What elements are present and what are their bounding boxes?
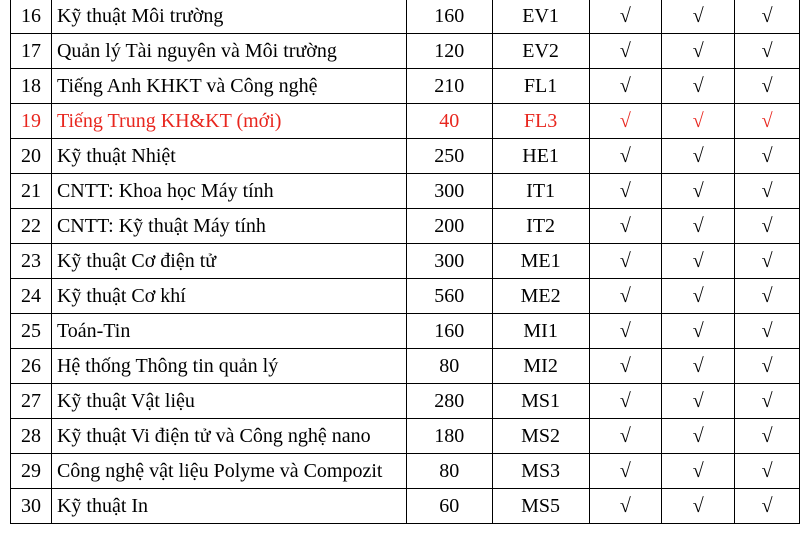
program-name-cell: CNTT: Khoa học Máy tính [51,174,406,209]
check-mark-cell: √ [735,489,800,524]
check-mark-cell: √ [662,69,735,104]
table-body [11,0,800,524]
check-mark-cell: √ [589,454,662,489]
check-mark-cell: √ [662,489,735,524]
check-mark-cell: √ [662,139,735,174]
check-mark-cell: √ [589,104,662,139]
check-mark-cell: √ [589,34,662,69]
row-number-cell: 23 [11,244,52,279]
check-mark-cell: √ [662,209,735,244]
quota-cell: 300 [406,244,492,279]
quota-cell: 160 [406,0,492,34]
check-mark-cell: √ [589,349,662,384]
program-code-cell: HE1 [492,139,589,174]
check-mark-cell: √ [589,279,662,314]
check-mark-cell: √ [735,314,800,349]
program-code-cell: MS1 [492,384,589,419]
check-mark-cell: √ [589,139,662,174]
quota-cell: 560 [406,279,492,314]
table-row [11,174,800,209]
row-number-cell: 22 [11,209,52,244]
table-row [11,209,800,244]
program-code-cell: MI2 [492,349,589,384]
table-row [11,244,800,279]
table-row [11,454,800,489]
program-name-cell: Công nghệ vật liệu Polyme và Compozit [51,454,406,489]
check-mark-cell: √ [735,384,800,419]
program-name-cell: Tiếng Anh KHKT và Công nghệ [51,69,406,104]
check-mark-cell: √ [589,419,662,454]
program-code-cell: MS2 [492,419,589,454]
row-number-cell: 30 [11,489,52,524]
program-name-cell: CNTT: Kỹ thuật Máy tính [51,209,406,244]
check-mark-cell: √ [662,174,735,209]
quota-cell: 40 [406,104,492,139]
row-number-cell: 19 [11,104,52,139]
quota-cell: 80 [406,454,492,489]
program-code-cell: FL3 [492,104,589,139]
check-mark-cell: √ [735,209,800,244]
program-name-cell: Kỹ thuật Cơ điện tử [51,244,406,279]
row-number-cell: 27 [11,384,52,419]
table-row [11,419,800,454]
program-code-cell: ME2 [492,279,589,314]
program-name-cell: Tiếng Trung KH&KT (mới) [51,104,406,139]
check-mark-cell: √ [589,384,662,419]
check-mark-cell: √ [662,244,735,279]
program-name-cell: Toán-Tin [51,314,406,349]
quota-cell: 200 [406,209,492,244]
check-mark-cell: √ [589,314,662,349]
check-mark-cell: √ [735,34,800,69]
check-mark-cell: √ [735,244,800,279]
quota-cell: 80 [406,349,492,384]
program-code-cell: ME1 [492,244,589,279]
check-mark-cell: √ [662,349,735,384]
row-number-cell: 18 [11,69,52,104]
check-mark-cell: √ [589,244,662,279]
row-number-cell: 29 [11,454,52,489]
table-row [11,139,800,174]
check-mark-cell: √ [662,314,735,349]
quota-cell: 120 [406,34,492,69]
table-row [11,104,800,139]
check-mark-cell: √ [662,34,735,69]
table-row [11,384,800,419]
check-mark-cell: √ [662,384,735,419]
table-row [11,489,800,524]
check-mark-cell: √ [662,454,735,489]
row-number-cell: 17 [11,34,52,69]
check-mark-cell: √ [662,419,735,454]
quota-cell: 300 [406,174,492,209]
quota-cell: 280 [406,384,492,419]
program-name-cell: Kỹ thuật Cơ khí [51,279,406,314]
check-mark-cell: √ [735,0,800,34]
program-name-cell: Kỹ thuật Nhiệt [51,139,406,174]
check-mark-cell: √ [735,419,800,454]
quota-cell: 250 [406,139,492,174]
quota-cell: 210 [406,69,492,104]
check-mark-cell: √ [735,69,800,104]
program-code-cell: FL1 [492,69,589,104]
check-mark-cell: √ [589,209,662,244]
check-mark-cell: √ [589,489,662,524]
check-mark-cell: √ [589,69,662,104]
row-number-cell: 24 [11,279,52,314]
program-code-cell: IT2 [492,209,589,244]
program-code-cell: EV1 [492,0,589,34]
row-number-cell: 26 [11,349,52,384]
program-name-cell: Kỹ thuật Môi trường [51,0,406,34]
check-mark-cell: √ [735,349,800,384]
check-mark-cell: √ [735,279,800,314]
check-mark-cell: √ [662,104,735,139]
program-table [10,0,800,524]
program-code-cell: IT1 [492,174,589,209]
quota-cell: 180 [406,419,492,454]
table-row [11,349,800,384]
check-mark-cell: √ [589,0,662,34]
row-number-cell: 28 [11,419,52,454]
program-name-cell: Kỹ thuật Vi điện tử và Công nghệ nano [51,419,406,454]
row-number-cell: 16 [11,0,52,34]
row-number-cell: 20 [11,139,52,174]
program-name-cell: Kỹ thuật In [51,489,406,524]
quota-cell: 160 [406,314,492,349]
table-row [11,279,800,314]
row-number-cell: 21 [11,174,52,209]
check-mark-cell: √ [735,139,800,174]
program-name-cell: Hệ thống Thông tin quản lý [51,349,406,384]
check-mark-cell: √ [735,104,800,139]
table-row [11,0,800,34]
program-name-cell: Quản lý Tài nguyên và Môi trường [51,34,406,69]
check-mark-cell: √ [589,174,662,209]
row-number-cell: 25 [11,314,52,349]
program-code-cell: MI1 [492,314,589,349]
table-row [11,314,800,349]
table-row [11,34,800,69]
program-code-cell: EV2 [492,34,589,69]
check-mark-cell: √ [662,0,735,34]
check-mark-cell: √ [735,174,800,209]
quota-cell: 60 [406,489,492,524]
program-code-cell: MS5 [492,489,589,524]
table-row [11,69,800,104]
check-mark-cell: √ [735,454,800,489]
program-code-cell: MS3 [492,454,589,489]
check-mark-cell: √ [662,279,735,314]
program-name-cell: Kỹ thuật Vật liệu [51,384,406,419]
